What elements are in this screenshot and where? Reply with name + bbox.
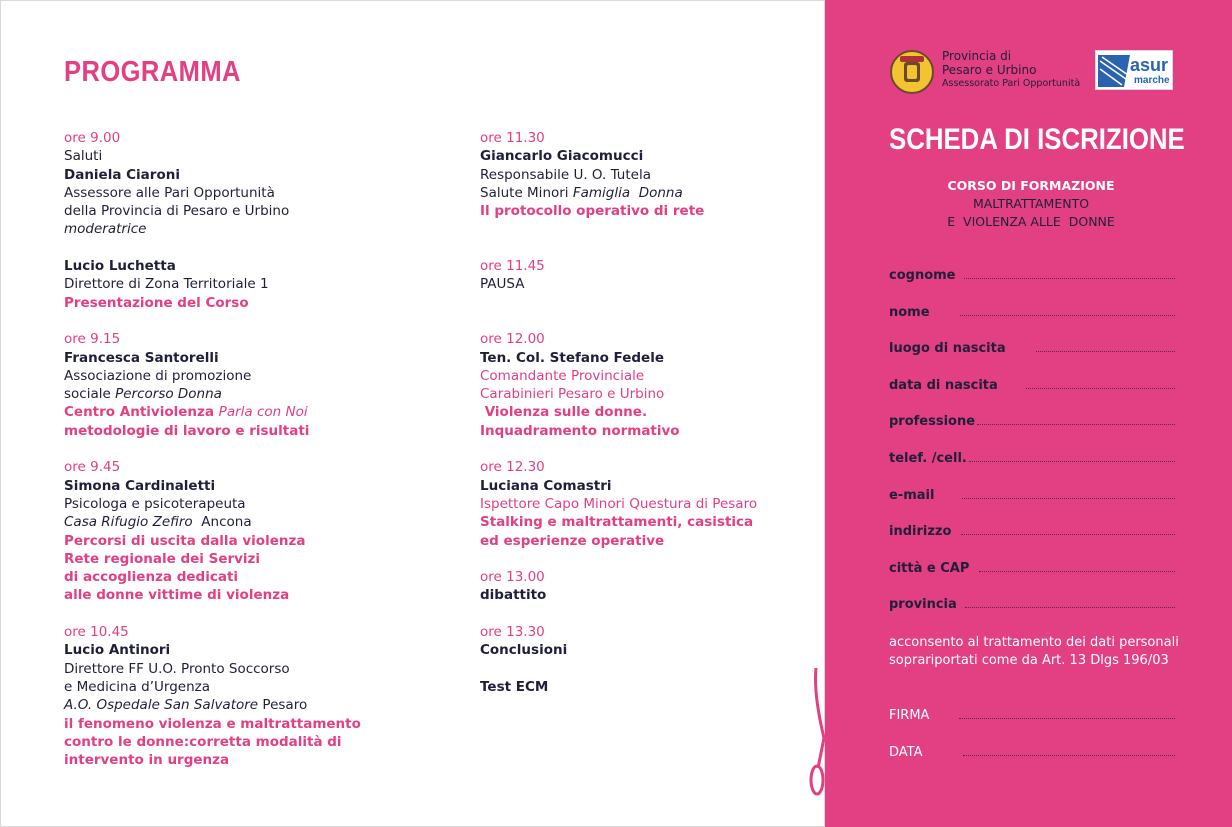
session-topic: di accoglienza dedicati	[64, 569, 239, 586]
role-italic: Famiglia Donna	[572, 184, 683, 201]
speaker-role: Responsabile U. O. Tutela	[480, 166, 651, 183]
iscrizione-form	[889, 268, 1175, 634]
programma-title: PROGRAMMA	[64, 56, 241, 88]
session-13-00	[480, 568, 800, 605]
scissors-icon	[808, 668, 842, 798]
session-10-45	[64, 623, 394, 769]
field-label: luogo di nascita	[889, 341, 1006, 357]
session-time: ore 11.45	[480, 258, 545, 275]
provincia-crest-logo	[890, 50, 934, 94]
session-topic: Stalking e maltrattamenti, casistica	[480, 514, 754, 531]
session-topic: Presentazione del Corso	[64, 294, 249, 311]
speaker-name: Lucio Luchetta	[64, 258, 176, 275]
speaker-role: Direttore di Zona Territoriale 1	[64, 276, 269, 293]
session-topic: Violenza sulle donne.	[480, 404, 648, 421]
field-telefono[interactable]	[889, 451, 1175, 488]
field-label: indirizzo	[889, 524, 952, 540]
session-text: PAUSA	[480, 276, 525, 293]
provincia-line: Pesaro e Urbino	[942, 62, 1037, 77]
firma-label: FIRMA	[889, 708, 930, 723]
field-label: professione	[889, 414, 976, 430]
field-line[interactable]	[977, 415, 1175, 425]
session-topic: alle donne vittime di violenza	[64, 587, 290, 604]
session-9-45	[64, 458, 394, 604]
speaker-name: Luciana Comastri	[480, 477, 612, 494]
session-title: dibattito	[480, 587, 547, 604]
session-time: ore 9.00	[64, 130, 121, 146]
field-line[interactable]	[965, 598, 1175, 608]
speaker-name: Francesca Santorelli	[64, 349, 219, 366]
field-provincia[interactable]	[889, 597, 1175, 634]
crest-icon	[892, 52, 932, 92]
session-topic: metodologie di lavoro e risultati	[64, 422, 310, 439]
speaker-role: Comandante Provinciale	[480, 367, 645, 384]
session-topic: intervento in urgenza	[64, 752, 230, 769]
speaker-role: Direttore FF U.O. Pronto Soccorso	[64, 660, 290, 677]
field-label: e-mail	[889, 487, 935, 503]
field-professione[interactable]	[889, 414, 1175, 451]
session-test-ecm	[480, 678, 800, 696]
programma-column-2	[480, 129, 800, 715]
svg-text:marche: marche	[1134, 75, 1170, 86]
speaker-name: Giancarlo Giacomucci	[480, 148, 644, 165]
session-topic: contro le donne:corretta modalità di	[64, 733, 342, 750]
field-line[interactable]	[979, 562, 1175, 572]
provincia-label	[942, 50, 1080, 91]
scheda-title: SCHEDA DI ISCRIZIONE	[889, 123, 1185, 156]
session-time: ore 13.30	[480, 624, 545, 641]
role-text: Ancona	[192, 514, 252, 531]
speaker-role: moderatrice	[64, 221, 147, 238]
corso-heading	[889, 177, 1173, 231]
session-time: ore 9.15	[64, 331, 121, 348]
session-9-00	[64, 129, 394, 239]
field-line[interactable]	[962, 489, 1175, 499]
session-topic: Inquadramento normativo	[480, 422, 680, 439]
topic-italic: Parla con Noi	[218, 404, 308, 421]
data-field[interactable]	[889, 745, 1175, 760]
data-line[interactable]	[963, 746, 1176, 756]
session-topic: Rete regionale dei Servizi	[64, 550, 261, 567]
field-line[interactable]	[1026, 379, 1175, 389]
session-time: ore 11.30	[480, 130, 545, 146]
field-label: città e CAP	[889, 560, 970, 576]
role-italic: A.O. Ospedale San Salvatore	[64, 697, 259, 714]
session-topic: Il protocollo operativo di rete	[480, 203, 705, 220]
speaker-role: Carabinieri Pesaro e Urbino	[480, 386, 665, 403]
role-text: Salute Minori	[480, 184, 573, 201]
field-label: telef. /cell.	[889, 450, 967, 466]
session-topic: ed esperienze operative	[480, 532, 665, 549]
field-cognome[interactable]	[889, 268, 1175, 305]
asur-marche-logo	[1095, 50, 1173, 90]
field-line[interactable]	[961, 525, 1175, 535]
speaker-role	[64, 696, 394, 714]
speaker-role: e Medicina d’Urgenza	[64, 678, 211, 695]
corso-line: E VIOLENZA ALLE DONNE	[947, 214, 1115, 229]
speaker-role: Psicologa e psicoterapeuta	[64, 495, 246, 512]
session-11-30	[480, 129, 800, 220]
session-time: ore 13.00	[480, 569, 545, 586]
speaker-role	[64, 513, 394, 531]
field-label: data di nascita	[889, 377, 998, 393]
field-email[interactable]	[889, 488, 1175, 525]
firma-field[interactable]	[889, 708, 1175, 723]
session-topic: il fenomeno violenza e maltrattamento	[64, 715, 361, 732]
privacy-consent: acconsento al trattamento dei dati personali soprariportati come da Art. 13 Dlgs 196/03	[889, 635, 1179, 668]
speaker-name: Simona Cardinaletti	[64, 477, 216, 494]
corso-line: MALTRATTAMENTO	[972, 196, 1090, 211]
field-indirizzo[interactable]	[889, 524, 1175, 561]
speaker-name: Ten. Col. Stefano Fedele	[480, 349, 664, 366]
session-9-15	[64, 330, 394, 440]
field-line[interactable]	[960, 306, 1175, 316]
field-line[interactable]	[964, 269, 1176, 279]
session-title: Test ECM	[480, 678, 549, 695]
session-text: Saluti	[64, 148, 103, 165]
corso-line: CORSO DI FORMAZIONE	[947, 178, 1115, 193]
speaker-role: della Provincia di Pesaro e Urbino	[64, 203, 290, 220]
speaker-role: Ispettore Capo Minori Questura di Pesaro	[480, 495, 758, 512]
role-text: sociale	[64, 386, 116, 403]
topic-text: Centro Antiviolenza	[64, 404, 219, 421]
session-topic	[64, 403, 394, 421]
session-title: Conclusioni	[480, 642, 568, 659]
speaker-role: Assessore alle Pari Opportunità	[64, 184, 275, 201]
session-13-30	[480, 623, 800, 660]
session-time: ore 12.30	[480, 459, 545, 476]
field-label: cognome	[889, 268, 956, 283]
assessorato-line: Assessorato Pari Opportunità	[942, 78, 1081, 89]
field-data-nascita[interactable]	[889, 378, 1175, 415]
session-12-30	[480, 458, 800, 549]
speaker-role	[64, 385, 394, 403]
field-nome[interactable]	[889, 305, 1175, 342]
data-label: DATA	[889, 745, 923, 760]
role-text: Pesaro	[258, 697, 308, 714]
session-11-45	[480, 257, 800, 294]
session-luchetta	[64, 257, 394, 312]
session-12-00	[480, 330, 800, 440]
speaker-role	[480, 184, 800, 202]
speaker-name: Lucio Antinori	[64, 642, 171, 659]
programma-column-1	[64, 129, 394, 788]
field-citta-cap[interactable]	[889, 561, 1175, 598]
field-line[interactable]	[969, 452, 1175, 462]
session-topic: Percorsi di uscita dalla violenza	[64, 532, 306, 549]
field-label: provincia	[889, 597, 957, 613]
speaker-role: Associazione di promozione	[64, 367, 252, 384]
session-time: ore 9.45	[64, 459, 121, 476]
role-italic: Casa Rifugio Zefiro	[64, 514, 193, 531]
session-time: ore 10.45	[64, 624, 129, 641]
field-line[interactable]	[1036, 342, 1175, 352]
role-italic: Percorso Donna	[115, 386, 222, 403]
asur-icon	[1096, 51, 1174, 91]
session-time: ore 12.00	[480, 331, 545, 348]
speaker-name: Daniela Ciaroni	[64, 166, 180, 183]
field-luogo-nascita[interactable]	[889, 341, 1175, 378]
svg-text:asur: asur	[1130, 55, 1169, 75]
firma-line[interactable]	[959, 709, 1175, 719]
field-label: nome	[889, 304, 930, 320]
provincia-line: Provincia di	[942, 49, 1012, 63]
